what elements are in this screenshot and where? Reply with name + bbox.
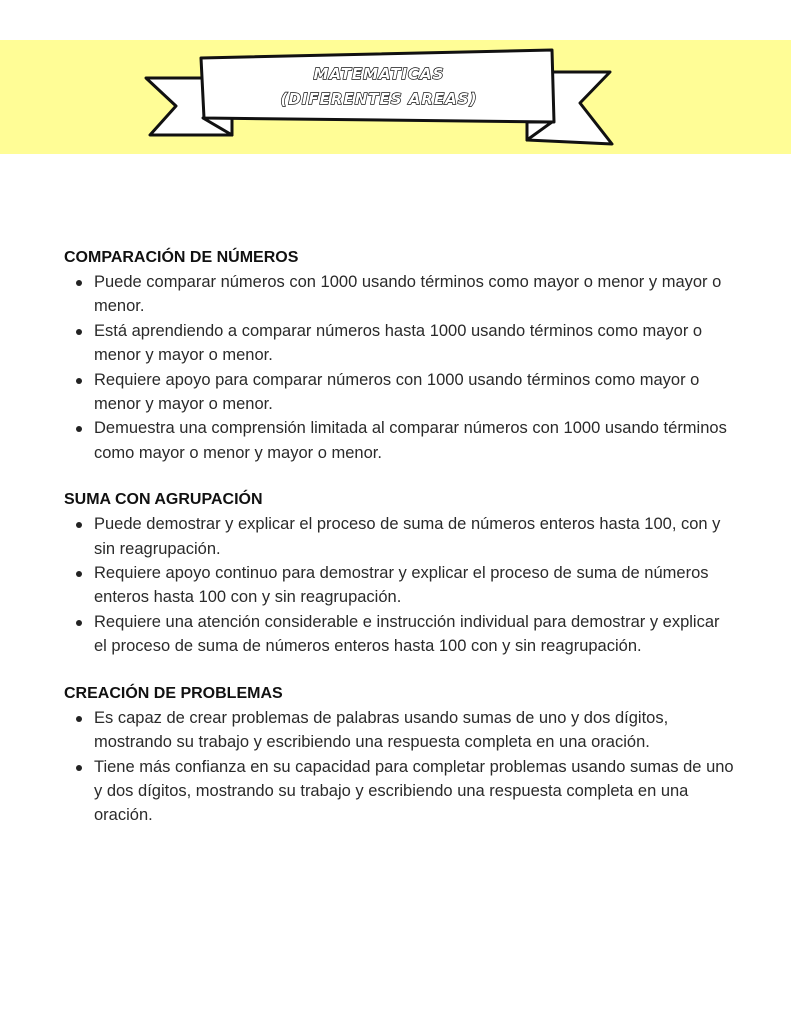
list-item-text: Requiere apoyo continuo para demostrar y explicar el proceso de suma de números enteros hasta 100 con y sin reagrupación. [94, 564, 709, 607]
bullet-icon [76, 765, 82, 771]
section-comparacion-numeros [64, 246, 734, 465]
list-item [64, 270, 734, 319]
bullet-icon [76, 426, 82, 432]
list-item-text: Requiere apoyo para comparar números con 1000 usando términos como mayor o menor y mayor o menor. [94, 370, 700, 414]
bullet-icon [76, 620, 82, 626]
banner-title [205, 62, 553, 112]
section-heading: SUMA CON AGRUPACIÓN [64, 491, 263, 509]
list-item-text: Demuestra una comprensión limitada al comparar números con 1000 usando términos como mayor o menor y mayor o menor. [94, 419, 727, 462]
section-heading: COMPARACIÓN DE NÚMEROS [64, 249, 299, 266]
list-item-text: Es capaz de crear problemas de palabras usando sumas de uno y dos dígitos, mostrando su trabajo y escribiendo una respuesta completa en una oración. [94, 708, 669, 752]
list-item [64, 561, 734, 610]
banner-title-line-2: (DIFERENTES AREAS) [280, 90, 478, 108]
bullet-icon [76, 571, 82, 577]
bullet-list [64, 706, 734, 828]
list-item-text: Requiere una atención considerable e instrucción individual para demostrar y explicar el proceso de suma de números enteros hasta 100 con y sin reagrupación. [94, 612, 720, 656]
section-heading: CREACIÓN DE PROBLEMAS [64, 684, 283, 702]
list-item-text: Puede demostrar y explicar el proceso de suma de números enteros hasta 100, con y sin reagrupación. [94, 515, 721, 558]
bullet-list [64, 270, 734, 465]
list-item [64, 706, 734, 755]
banner-title-line-1: MATEMATICAS [313, 65, 445, 83]
list-item [64, 416, 734, 465]
list-item [64, 512, 734, 561]
rubric-content [64, 246, 734, 851]
list-item-text: Tiene más confianza en su capacidad para completar problemas usando sumas de uno y dos dígitos, mostrando su trabajo y escribiendo una respuesta completa en una oración. [94, 757, 734, 825]
section-suma-con-agrupacion [64, 488, 734, 658]
list-item [64, 755, 734, 828]
list-item [64, 319, 734, 368]
list-item-text: Puede comparar números con 1000 usando términos como mayor o menor y mayor o menor. [94, 273, 722, 316]
bullet-icon [76, 522, 82, 528]
bullet-icon [76, 716, 82, 722]
list-item [64, 610, 734, 659]
list-item [64, 368, 734, 417]
bullet-icon [76, 280, 82, 286]
list-item-text: Está aprendiendo a comparar números hasta 1000 usando términos como mayor o menor y mayor o menor. [94, 321, 703, 365]
bullet-icon [76, 329, 82, 335]
section-creacion-de-problemas [64, 682, 734, 828]
bullet-list [64, 512, 734, 658]
bullet-icon [76, 378, 82, 384]
